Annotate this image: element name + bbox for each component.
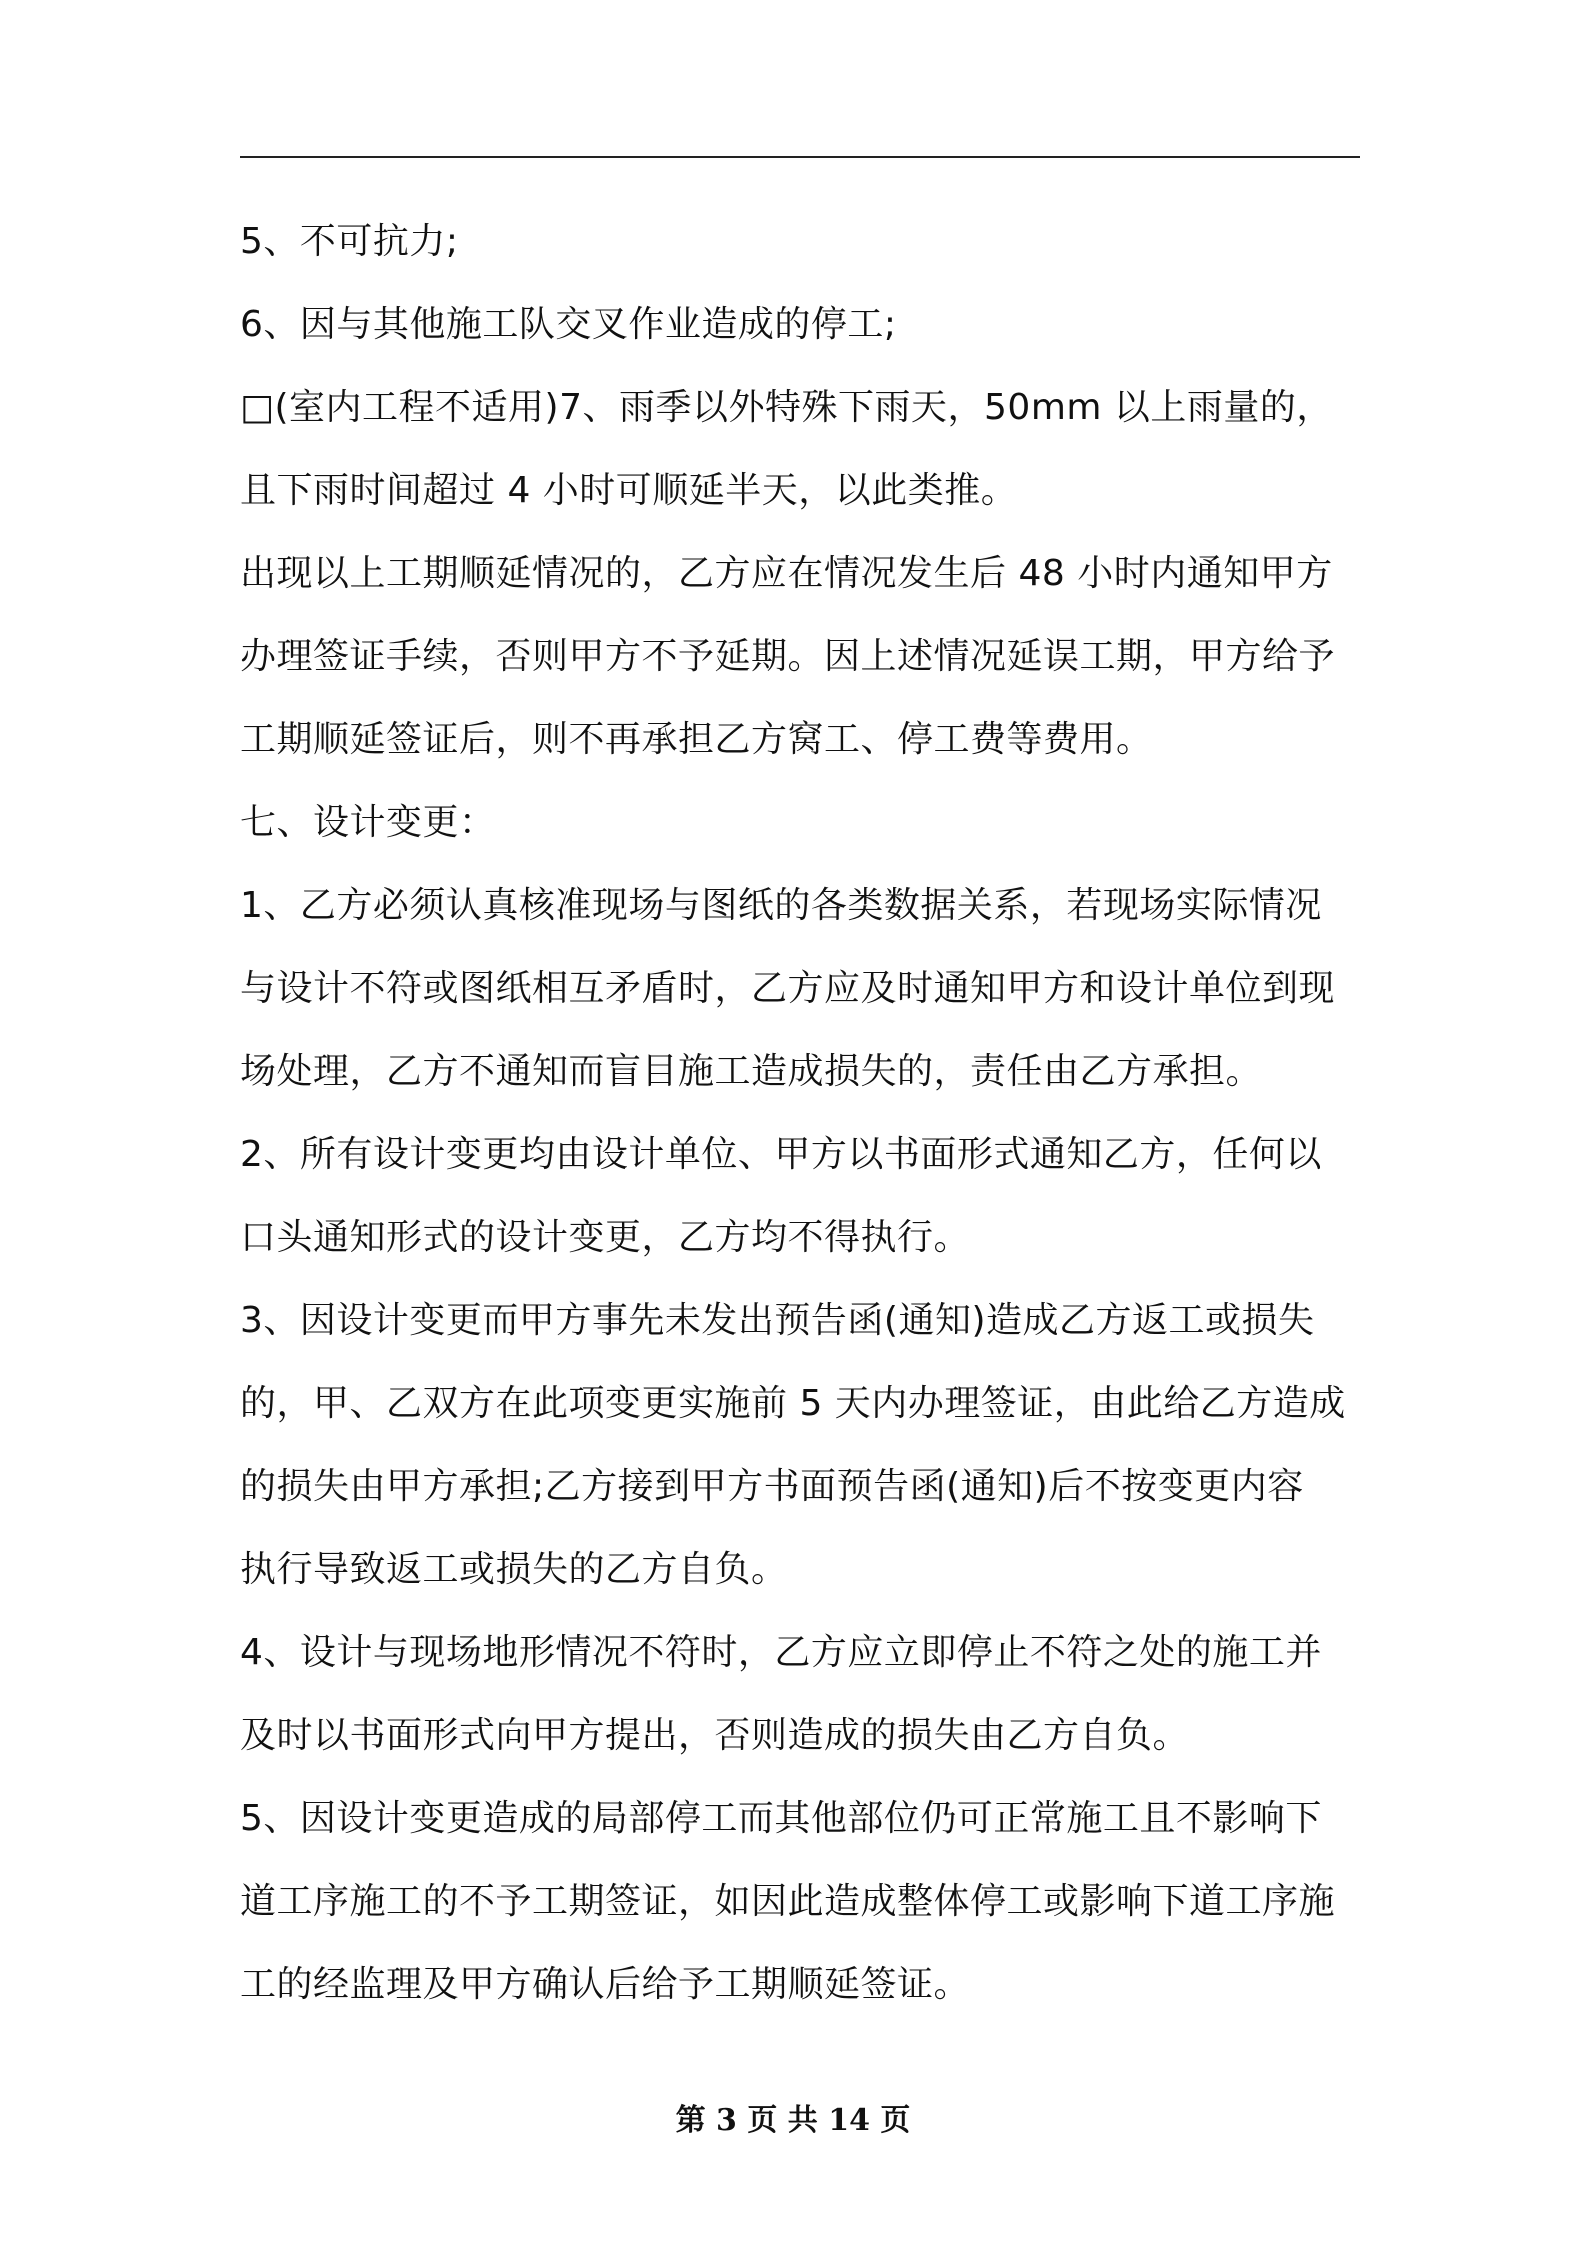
text-line: 4、设计与现场地形情况不符时，乙方应立即停止不符之处的施工并 [240, 1632, 1322, 1673]
text-line: 5、不可抗力; [240, 221, 459, 262]
text-line: 口头通知形式的设计变更，乙方均不得执行。 [240, 1217, 971, 1258]
text-line: 的，甲、乙双方在此项变更实施前 5 天内办理签证，由此给乙方造成 [240, 1383, 1346, 1424]
section-heading-design-change [240, 781, 1360, 864]
text-line: □(室内工程不适用)7、雨季以外特殊下雨天，50mm 以上雨量的， [240, 387, 1333, 428]
paragraph-force-majeure [240, 200, 1360, 283]
text-line: 出现以上工期顺延情况的，乙方应在情况发生后 48 小时内通知甲方 [240, 553, 1333, 594]
text-line: 2、所有设计变更均由设计单位、甲方以书面形式通知乙方，任何以 [240, 1134, 1322, 1175]
text-line: 工期顺延签证后，则不再承担乙方窝工、停工费等费用。 [240, 719, 1153, 760]
paragraph-design-3 [240, 1279, 1360, 1611]
text-line: 执行导致返工或损失的乙方自负。 [240, 1549, 788, 1590]
paragraph-cross-work [240, 283, 1360, 366]
text-line: 6、因与其他施工队交叉作业造成的停工; [240, 304, 897, 345]
paragraph-design-2 [240, 1113, 1360, 1279]
text-line: 的损失由甲方承担;乙方接到甲方书面预告函(通知)后不按变更内容 [240, 1466, 1304, 1507]
paragraph-design-4 [240, 1611, 1360, 1777]
page-footer [0, 2095, 1586, 2139]
text-line: 工的经监理及甲方确认后给予工期顺延签证。 [240, 1964, 971, 2005]
text-line: 场处理，乙方不通知而盲目施工造成损失的，责任由乙方承担。 [240, 1051, 1263, 1092]
text-line: 与设计不符或图纸相互矛盾时，乙方应及时通知甲方和设计单位到现 [240, 968, 1336, 1009]
page-number: 第 3 页 共 14 页 [675, 2103, 911, 2138]
text-line: 1、乙方必须认真核准现场与图纸的各类数据关系，若现场实际情况 [240, 885, 1322, 926]
header-rule [240, 156, 1360, 158]
body-text [240, 200, 1360, 2026]
text-line: 且下雨时间超过 4 小时可顺延半天，以此类推。 [240, 470, 1018, 511]
text-line: 办理签证手续，否则甲方不予延期。因上述情况延误工期，甲方给予 [240, 636, 1336, 677]
text-line: 道工序施工的不予工期签证，如因此造成整体停工或影响下道工序施 [240, 1881, 1336, 1922]
paragraph-design-5 [240, 1777, 1360, 2026]
paragraph-rain-day [240, 366, 1360, 532]
paragraph-design-1 [240, 864, 1360, 1113]
section-heading: 七、设计变更： [240, 802, 496, 843]
text-line: 5、因设计变更造成的局部停工而其他部位仍可正常施工且不影响下 [240, 1798, 1322, 1839]
text-line: 及时以书面形式向甲方提出，否则造成的损失由乙方自负。 [240, 1715, 1190, 1756]
paragraph-extension-notice [240, 532, 1360, 781]
text-line: 3、因设计变更而甲方事先未发出预告函(通知)造成乙方返工或损失 [240, 1300, 1315, 1341]
